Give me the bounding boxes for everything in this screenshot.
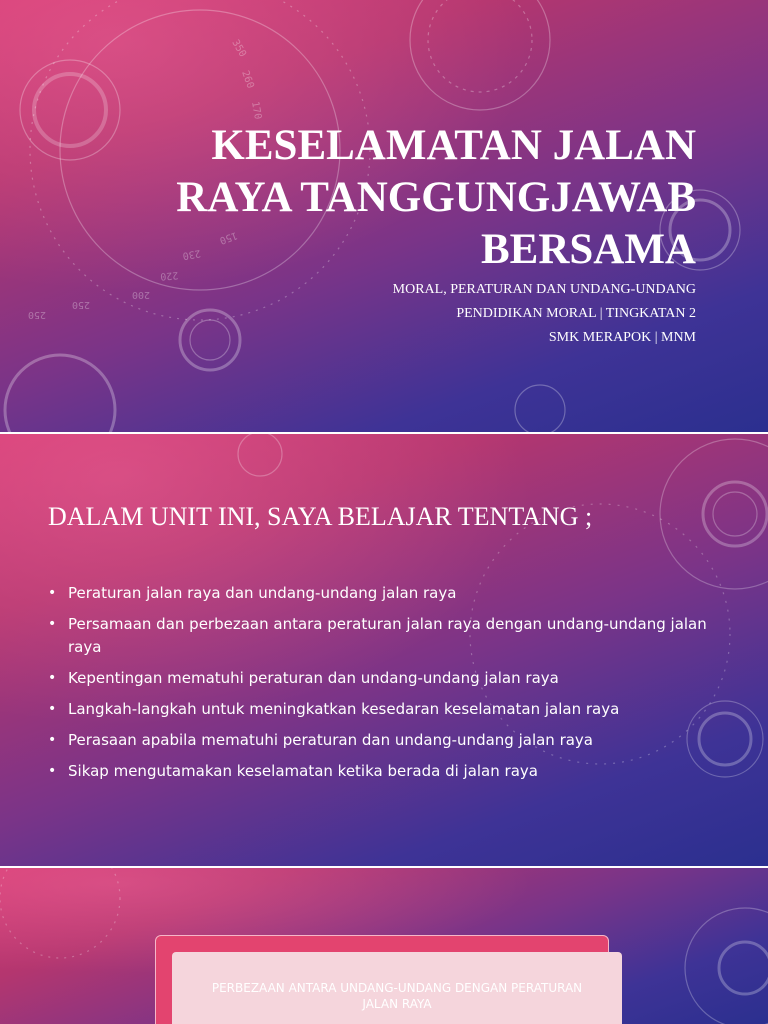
dial-label: 220 bbox=[159, 269, 179, 282]
slide-subtitle bbox=[196, 278, 696, 350]
list-item-text: Peraturan jalan raya dan undang-undang jalan raya bbox=[68, 584, 457, 602]
list-item bbox=[48, 729, 708, 752]
list-item-text: Langkah-langkah untuk meningkatkan kesedaran keselamatan jalan raya bbox=[68, 700, 620, 718]
subtitle-line: PENDIDIKAN MORAL | TINGKATAN 2 bbox=[456, 306, 696, 321]
bullet-icon: • bbox=[48, 670, 57, 686]
title-line: KESELAMATAN JALAN bbox=[211, 122, 696, 169]
box-text-line: PERBEZAAN ANTARA UNDANG-UNDANG DENGAN PERATURAN bbox=[211, 981, 583, 995]
list-item bbox=[48, 667, 708, 690]
dial-label: 150 bbox=[218, 229, 239, 246]
bullet-icon: • bbox=[48, 763, 57, 779]
dial-label: 170 bbox=[249, 100, 264, 121]
list-item bbox=[48, 698, 708, 721]
list-item-text: Persamaan dan perbezaan antara peraturan jalan raya dengan undang-undang jalan raya bbox=[68, 615, 707, 656]
dial-label: 350 bbox=[229, 38, 248, 60]
list-item bbox=[48, 613, 708, 659]
dial-label: 200 bbox=[131, 289, 150, 300]
subtitle-line: SMK MERAPOK | MNM bbox=[548, 330, 696, 345]
list-item bbox=[48, 582, 708, 605]
slide-title bbox=[136, 120, 696, 276]
bullet-icon: • bbox=[48, 701, 57, 717]
objective-list bbox=[48, 582, 708, 791]
title-line: BERSAMA bbox=[480, 226, 696, 273]
objectives-slide bbox=[0, 434, 768, 866]
content-box bbox=[172, 952, 622, 1024]
title-line: RAYA TANGGUNGJAWAB bbox=[176, 174, 696, 221]
subtitle-line: MORAL, PERATURAN DAN UNDANG-UNDANG bbox=[392, 282, 696, 297]
comparison-slide bbox=[0, 868, 768, 1024]
box-text-line: JALAN RAYA bbox=[362, 997, 432, 1011]
dial-label: 230 bbox=[181, 247, 202, 262]
dial-label: 250 bbox=[71, 299, 90, 310]
dial-label: 250 bbox=[27, 309, 46, 320]
bullet-icon: • bbox=[48, 616, 57, 632]
bullet-icon: • bbox=[48, 585, 57, 601]
title-slide bbox=[0, 0, 768, 432]
list-item-text: Sikap mengutamakan keselamatan ketika berada di jalan raya bbox=[68, 762, 538, 780]
bullet-icon: • bbox=[48, 732, 57, 748]
list-item-text: Perasaan apabila mematuhi peraturan dan undang-undang jalan raya bbox=[68, 731, 593, 749]
dial-label: 260 bbox=[239, 69, 256, 90]
section-heading: DALAM UNIT INI, SAYA BELAJAR TENTANG ; bbox=[48, 502, 593, 531]
list-item bbox=[48, 760, 708, 783]
list-item-text: Kepentingan mematuhi peraturan dan undang-undang jalan raya bbox=[68, 669, 559, 687]
